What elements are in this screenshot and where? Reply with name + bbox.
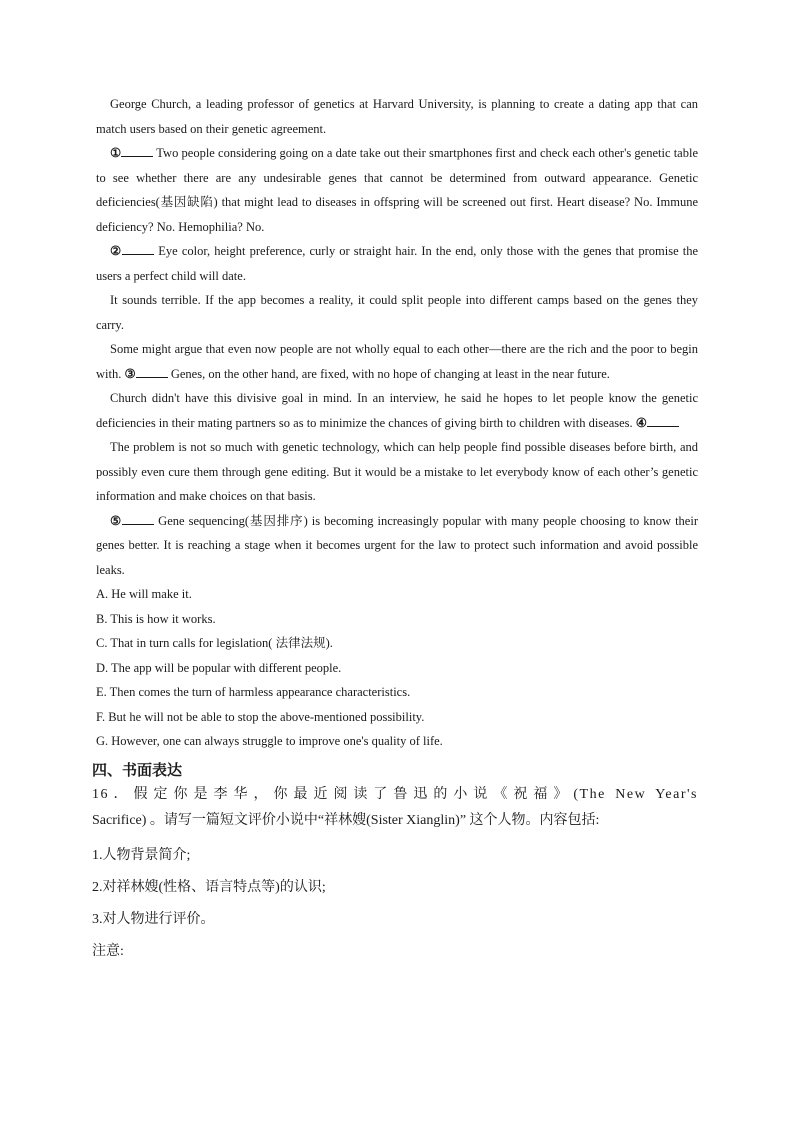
paragraph-6: Church didn't have this divisive goal in mind. In an interview, he said he hopes to let people know the genetic deficiencies in their mating partners so as to minimize the chances of giving birth to children with diseases. ④ [96,391,698,430]
requirement-1: 1.人物背景简介; [92,847,191,863]
blank-5-number: ⑤ [110,513,123,528]
question-16-line-1: 16．假定你是李华，你最近阅读了鲁迅的小说《祝福》(The New Year's [92,786,698,802]
paragraph-3: ② Eye color, height preference, curly or straight hair. In the end, only those with the genes that promise the users a perfect child will date. [96,244,699,283]
option-e: E. Then comes the turn of harmless appearance characteristics. [96,685,411,699]
blank-5-line[interactable] [122,512,154,525]
paragraph-5: Some might argue that even now people are not wholly equal to each other—there are the rich and the poor to begin with. ③ Genes, on the other hand, are fixed, with no hope of changing at least in the near future. [96,342,698,381]
paragraph-1: George Church, a leading professor of genetics at Harvard University, is planning to create a dating app that can match users based on their genetic agreement. [96,97,698,136]
option-a: A. He will make it. [96,587,192,601]
requirement-2: 2.对祥林嫂(性格、语言特点等)的认识; [92,879,326,895]
paragraph-8: ⑤ Gene sequencing(基因排序) is becoming increasingly popular with many people choosing to know their genes better. It is reaching a stage when it becomes urgent for the law to protect such information and avoid possible leaks. [96,513,698,577]
document-page [92,92,699,968]
blank-3-line[interactable] [136,365,168,378]
option-b: B. This is how it works. [96,611,216,626]
question-16-line-2: Sacrifice) 。请写一篇短文评价小说中“祥林嫂(Sister Xianglin)” 这个人物。内容包括: [92,812,600,828]
blank-4-number: ④ [635,415,648,430]
blank-3-number: ③ [124,366,136,381]
note-label: 注意: [92,943,124,959]
option-g: G. However, one can always struggle to improve one's quality of life. [96,734,443,748]
blank-4-line[interactable] [647,414,679,427]
paragraph-4: It sounds terrible. If the app becomes a reality, it could split people into different camps based on the genes they carry. [96,293,698,332]
requirement-3: 3.对人物进行评价。 [92,911,215,927]
blank-2-number: ② [110,244,123,258]
options-list [96,582,698,754]
option-d: D. The app will be popular with different people. [96,660,342,675]
option-f: F. But he will not be able to stop the above-mentioned possibility. [96,709,425,724]
blank-1-line[interactable] [121,144,153,157]
blank-1-number: ① [110,146,122,160]
paragraph-7: The problem is not so much with genetic technology, which can help people find possible diseases before birth, and possibly even cure them through gene editing. But it would be a mistake to let everybody know of each other’s genetic information and make choices on that basis. [96,440,698,503]
section-title: 四、书面表达 [92,760,183,779]
option-c: C. That in turn calls for legislation( 法律法规). [96,636,333,650]
blank-2-line[interactable] [122,242,154,255]
paragraph-2: ① Two people considering going on a date take out their smartphones first and check each other's genetic table to see whether there are any undesirable genes that cannot be determined from outward appearance. Genetic deficiencies(基因缺陷) that might lead to diseases in offspring will be screened out first. Heart disease? No. Immune deficiency? No. Hemophilia? No. [96,146,698,234]
